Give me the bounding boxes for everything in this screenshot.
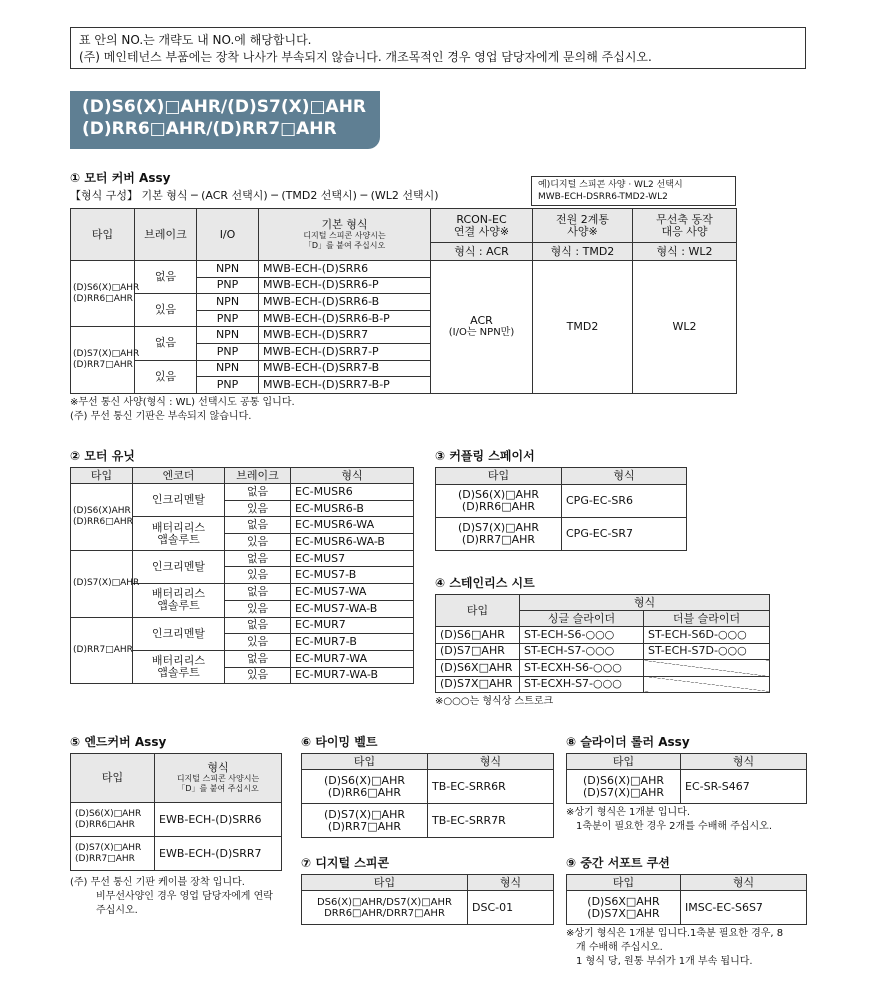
header-brake: 브레이크 bbox=[135, 209, 197, 261]
type-line-2: (D)S7X□AHR bbox=[587, 906, 660, 920]
type-cell bbox=[302, 891, 468, 925]
header-wireless-code: 형식 : WL2 bbox=[633, 243, 737, 261]
model-cell: EC-MUR7-WA bbox=[291, 650, 414, 667]
header-power-code: 형식 : TMD2 bbox=[533, 243, 633, 261]
encoder-line-1: 배터리리스 bbox=[151, 587, 206, 601]
stainless-sheet-table bbox=[435, 594, 770, 693]
encoder-cell bbox=[133, 517, 225, 550]
type-cell bbox=[567, 891, 681, 925]
support-cushion-table bbox=[566, 874, 807, 925]
header-rcon bbox=[431, 209, 533, 243]
type-cell: (D)S7(X)□AHR bbox=[71, 550, 133, 617]
not-available-cell bbox=[644, 676, 770, 693]
section-9-note-3: 1 형식 당, 원통 부쉬가 1개 부속 됩니다. bbox=[576, 956, 753, 967]
single-model-cell: ST-ECH-S7-○○○ bbox=[520, 643, 644, 660]
header-rcon-2: 연결 사양※ bbox=[453, 224, 510, 238]
section-2-title: ② 모터 유닛 bbox=[70, 449, 135, 463]
model-cell: TB-EC-SRR6R bbox=[428, 770, 554, 804]
brake-cell: 없음 bbox=[225, 484, 291, 501]
header-model: 형식 bbox=[562, 468, 687, 485]
not-available-cell bbox=[644, 660, 770, 677]
brake-cell: 없음 bbox=[225, 584, 291, 601]
encoder-cell bbox=[133, 584, 225, 617]
example-label: 예)디지털 스피콘 사양 · WL2 선택시 bbox=[538, 180, 683, 190]
encoder-line-2: 앱솔루트 bbox=[157, 599, 200, 613]
model-cell: EC-SR-S467 bbox=[681, 770, 807, 804]
type-cell: (D)RR7□AHR bbox=[71, 617, 133, 684]
model-cell: EC-MUR7-B bbox=[291, 634, 414, 651]
header-model: 형식 bbox=[468, 875, 554, 891]
header-model: 형식 bbox=[681, 754, 807, 770]
type-line-2: DRR6□AHR/DRR7□AHR bbox=[324, 907, 445, 919]
motor-cover-table bbox=[70, 208, 737, 394]
acr-cell bbox=[431, 261, 533, 394]
section-8-note-2: 1축분이 필요한 경우 2개를 수배해 주십시오. bbox=[576, 821, 773, 832]
header-io: I/O bbox=[197, 209, 259, 261]
io-cell: NPN bbox=[197, 327, 259, 344]
model-cell: IMSC-EC-S6S7 bbox=[681, 891, 807, 925]
digital-speedcon-table bbox=[301, 874, 554, 925]
header-model: 형식 bbox=[681, 875, 807, 891]
section-5-note-2: 비무선사양인 경우 영업 담당자에게 연락 bbox=[96, 891, 273, 902]
brake-cell: 없음 bbox=[225, 650, 291, 667]
type-cell: (D)S7X□AHR bbox=[436, 676, 520, 693]
header-rcon-code: 형식 : ACR bbox=[431, 243, 533, 261]
section-3-title: ③ 커플링 스페이서 bbox=[435, 449, 535, 463]
model-cell: MWB-ECH-(D)SRR6-B-P bbox=[259, 310, 431, 327]
coupling-spacer-table bbox=[435, 467, 687, 551]
notice-line-2: (주) 메인테넌스 부품에는 장착 나사가 부속되지 않습니다. 개조목적인 경우 영업 담당자에게 문의해 주십시오. bbox=[79, 50, 652, 64]
header-model-sub-1: 디지털 스피콘 사양시는 bbox=[176, 774, 260, 783]
type-line-1: (D)S6(X)□AHR bbox=[458, 488, 539, 501]
section-6-title: ⑥ 타이밍 벨트 bbox=[301, 735, 378, 749]
encoder-line-2: 앱솔루트 bbox=[157, 666, 200, 680]
header-brake: 브레이크 bbox=[225, 468, 291, 484]
header-power-2: 사양※ bbox=[567, 224, 598, 238]
header-type: 타입 bbox=[71, 468, 133, 484]
model-cell: MWB-ECH-(D)SRR7 bbox=[259, 327, 431, 344]
header-model-sub-2: 「D」를 붙여 주십시오 bbox=[303, 240, 386, 250]
type-cell bbox=[71, 803, 155, 837]
type-line-2: (D)RR7□AHR bbox=[461, 533, 536, 546]
header-type: 타입 bbox=[567, 875, 681, 891]
header-power-1: 전원 2계통 bbox=[556, 212, 609, 226]
type-cell: (D)S6□AHR bbox=[436, 627, 520, 644]
section-9-title: ⑨ 중간 서포트 쿠션 bbox=[566, 856, 670, 870]
type-line-1: (D)S6(X)□AHR bbox=[583, 773, 664, 787]
brake-cell: 있음 bbox=[225, 567, 291, 584]
type-cell bbox=[71, 837, 155, 871]
type-line-2: (D)RR6□AHR bbox=[327, 785, 402, 799]
wl-cell: WL2 bbox=[633, 261, 737, 394]
model-cell: EC-MUSR6-WA-B bbox=[291, 534, 414, 551]
model-cell: EC-MUSR6-B bbox=[291, 500, 414, 517]
section-8-title: ⑧ 슬라이더 롤러 Assy bbox=[566, 735, 690, 749]
end-cover-table bbox=[70, 753, 282, 871]
io-cell: PNP bbox=[197, 277, 259, 294]
brake-cell: 없음 bbox=[135, 261, 197, 294]
type-line-1: (D)S7(X)□AHR bbox=[75, 842, 142, 853]
type-line-1: (D)S6(X)□AHR bbox=[324, 773, 405, 787]
timing-belt-table bbox=[301, 753, 554, 838]
type-cell bbox=[436, 518, 562, 551]
model-cell: CPG-EC-SR6 bbox=[562, 485, 687, 518]
encoder-cell: 인크리멘탈 bbox=[133, 484, 225, 517]
section-8-note-1: ※상기 형식은 1개분 입니다. bbox=[566, 807, 691, 818]
type-line-1: (D)S7(X)□AHR bbox=[458, 521, 539, 534]
io-cell: PNP bbox=[197, 343, 259, 360]
brake-cell: 있음 bbox=[135, 294, 197, 327]
type-line-1: (D)S6(X)□AHR bbox=[73, 282, 140, 293]
brake-cell: 없음 bbox=[135, 327, 197, 360]
type-cell bbox=[567, 770, 681, 804]
type-line-1: (D)S7(X)□AHR bbox=[73, 349, 140, 360]
encoder-line-1: 배터리리스 bbox=[151, 654, 206, 668]
header-model: 형식 bbox=[428, 754, 554, 770]
single-model-cell: ST-ECH-S6-○○○ bbox=[520, 627, 644, 644]
brake-cell: 없음 bbox=[225, 617, 291, 634]
model-cell: EC-MUS7-WA-B bbox=[291, 600, 414, 617]
double-model-cell: ST-ECH-S7D-○○○ bbox=[644, 643, 770, 660]
notice-box bbox=[70, 27, 806, 69]
acr-label: ACR bbox=[470, 313, 493, 327]
header-wireless-2: 대응 사양 bbox=[661, 224, 708, 238]
model-cell: TB-EC-SRR7R bbox=[428, 804, 554, 838]
header-model: 형식 bbox=[520, 595, 770, 611]
section-1-title: ① 모터 커버 Assy bbox=[70, 171, 171, 185]
encoder-cell bbox=[133, 650, 225, 683]
model-cell: EC-MUSR6 bbox=[291, 484, 414, 501]
section-9-note-2: 개 수배해 주십시오. bbox=[576, 942, 663, 953]
header-double-slider: 더블 슬라이더 bbox=[644, 611, 770, 627]
encoder-cell: 인크리멘탈 bbox=[133, 550, 225, 583]
type-line-1: (D)S6(X)□AHR bbox=[75, 808, 142, 819]
header-wireless bbox=[633, 209, 737, 243]
io-cell: NPN bbox=[197, 360, 259, 377]
type-cell: (D)S7□AHR bbox=[436, 643, 520, 660]
section-1-note-1: ※무선 통신 사양(형식 : WL) 선택시도 공통 입니다. bbox=[70, 397, 295, 408]
slider-roller-table bbox=[566, 753, 807, 804]
single-model-cell: ST-ECXH-S7-○○○ bbox=[520, 676, 644, 693]
model-cell: MWB-ECH-(D)SRR6 bbox=[259, 261, 431, 278]
header-rcon-1: RCON-EC bbox=[456, 212, 507, 226]
type-cell bbox=[71, 261, 140, 327]
section-1-composition: 【형식 구성】 기본 형식 ─ (ACR 선택시) ─ (TMD2 선택시) ─ (WL2 선택시) bbox=[70, 189, 439, 202]
double-model-cell: ST-ECH-S6D-○○○ bbox=[644, 627, 770, 644]
model-cell: EC-MUS7-B bbox=[291, 567, 414, 584]
type-cell bbox=[71, 327, 140, 393]
tmd-cell: TMD2 bbox=[533, 261, 633, 394]
type-line-2: (D)RR7□AHR bbox=[73, 360, 133, 371]
brake-cell: 있음 bbox=[225, 600, 291, 617]
type-line-2: (D)RR6□AHR bbox=[461, 500, 536, 513]
acr-note: (I/O는 NPN만) bbox=[448, 326, 515, 338]
section-5-note-3: 주십시오. bbox=[96, 905, 138, 916]
type-line-2: (D)RR6□AHR bbox=[75, 819, 135, 830]
header-encoder: 엔코더 bbox=[133, 468, 225, 484]
type-line-2: (D)RR6□AHR bbox=[73, 293, 133, 304]
header-model-label: 기본 형식 bbox=[321, 217, 368, 231]
header-model-sub-1: 디지털 스피콘 사양시는 bbox=[303, 230, 386, 240]
header-model-sub-2: 「D」를 붙여 주십시오 bbox=[177, 784, 259, 793]
model-cell: EWB-ECH-(D)SRR6 bbox=[155, 803, 282, 837]
type-cell bbox=[436, 485, 562, 518]
section-1-note-2: (주) 무선 통신 기판은 부속되지 않습니다. bbox=[70, 411, 252, 422]
io-cell: PNP bbox=[197, 310, 259, 327]
section-5-title: ⑤ 엔드커버 Assy bbox=[70, 735, 167, 749]
header-type: 타입 bbox=[302, 754, 428, 770]
notice-line-1: 표 안의 NO.는 개략도 내 NO.에 해당합니다. bbox=[79, 33, 312, 47]
model-cell: MWB-ECH-(D)SRR7-B-P bbox=[259, 377, 431, 394]
type-line-1: (D)S7(X)□AHR bbox=[324, 807, 405, 821]
series-title-line-2: (D)RR6□AHR/(D)RR7□AHR bbox=[82, 119, 337, 139]
type-line-2: (D)RR6□AHR bbox=[73, 516, 133, 527]
io-cell: PNP bbox=[197, 377, 259, 394]
model-cell: EC-MUS7 bbox=[291, 550, 414, 567]
type-line-1: (D)S6X□AHR bbox=[587, 894, 660, 908]
header-model-label: 형식 bbox=[207, 761, 229, 774]
header-model bbox=[259, 209, 431, 261]
type-line-2: (D)RR7□AHR bbox=[327, 819, 402, 833]
section-7-title: ⑦ 디지털 스피콘 bbox=[301, 856, 390, 870]
model-cell: EC-MUSR6-WA bbox=[291, 517, 414, 534]
header-type: 타입 bbox=[436, 595, 520, 627]
io-cell: NPN bbox=[197, 261, 259, 278]
brake-cell: 있음 bbox=[135, 360, 197, 393]
header-type: 타입 bbox=[71, 209, 135, 261]
header-type: 타입 bbox=[71, 754, 155, 803]
brake-cell: 있음 bbox=[225, 667, 291, 684]
encoder-line-2: 앱솔루트 bbox=[157, 532, 200, 546]
brake-cell: 없음 bbox=[225, 517, 291, 534]
type-line-2: (D)RR7□AHR bbox=[75, 853, 135, 864]
brake-cell: 없음 bbox=[225, 550, 291, 567]
model-cell: MWB-ECH-(D)SRR6-P bbox=[259, 277, 431, 294]
model-cell: EC-MUS7-WA bbox=[291, 584, 414, 601]
type-cell bbox=[302, 770, 428, 804]
model-cell: EC-MUR7 bbox=[291, 617, 414, 634]
motor-unit-table bbox=[70, 467, 414, 684]
series-title-line-1: (D)S6(X)□AHR/(D)S7(X)□AHR bbox=[82, 97, 367, 117]
section-4-title: ④ 스테인리스 시트 bbox=[435, 576, 535, 590]
type-line-1: (D)S6(X)AHR bbox=[73, 505, 131, 516]
model-cell: EC-MUR7-WA-B bbox=[291, 667, 414, 684]
encoder-cell: 인크리멘탈 bbox=[133, 617, 225, 650]
type-cell bbox=[302, 804, 428, 838]
brake-cell: 있음 bbox=[225, 500, 291, 517]
section-5-note-1: (주) 무선 통신 기판 케이블 장착 입니다. bbox=[70, 877, 245, 888]
header-type: 타입 bbox=[302, 875, 468, 891]
model-cell: MWB-ECH-(D)SRR7-P bbox=[259, 343, 431, 360]
section-1-example-box bbox=[531, 176, 736, 206]
series-title-badge bbox=[70, 91, 380, 149]
type-line-1: DS6(X)□AHR/DS7(X)□AHR bbox=[316, 896, 452, 908]
model-cell: MWB-ECH-(D)SRR6-B bbox=[259, 294, 431, 311]
section-4-note: ※○○○는 형식상 스트로크 bbox=[435, 696, 554, 707]
header-single-slider: 싱글 슬라이더 bbox=[520, 611, 644, 627]
brake-cell: 있음 bbox=[225, 534, 291, 551]
model-cell: DSC-01 bbox=[468, 891, 554, 925]
header-model bbox=[155, 754, 282, 803]
type-cell: (D)S6X□AHR bbox=[436, 660, 520, 677]
io-cell: NPN bbox=[197, 294, 259, 311]
type-cell bbox=[71, 484, 133, 551]
type-line-2: (D)S7(X)□AHR bbox=[583, 785, 664, 799]
header-power bbox=[533, 209, 633, 243]
header-type: 타입 bbox=[436, 468, 562, 485]
section-9-note-1: ※상기 형식은 1개분 입니다.1축분 필요한 경우, 8 bbox=[566, 928, 784, 939]
model-cell: EWB-ECH-(D)SRR7 bbox=[155, 837, 282, 871]
example-value: MWB-ECH-DSRR6-TMD2-WL2 bbox=[538, 192, 668, 202]
header-type: 타입 bbox=[567, 754, 681, 770]
brake-cell: 있음 bbox=[225, 634, 291, 651]
header-model: 형식 bbox=[291, 468, 414, 484]
model-cell: MWB-ECH-(D)SRR7-B bbox=[259, 360, 431, 377]
encoder-line-1: 배터리리스 bbox=[151, 520, 206, 534]
model-cell: CPG-EC-SR7 bbox=[562, 518, 687, 551]
header-wireless-1: 무선축 동작 bbox=[656, 212, 713, 226]
single-model-cell: ST-ECXH-S6-○○○ bbox=[520, 660, 644, 677]
